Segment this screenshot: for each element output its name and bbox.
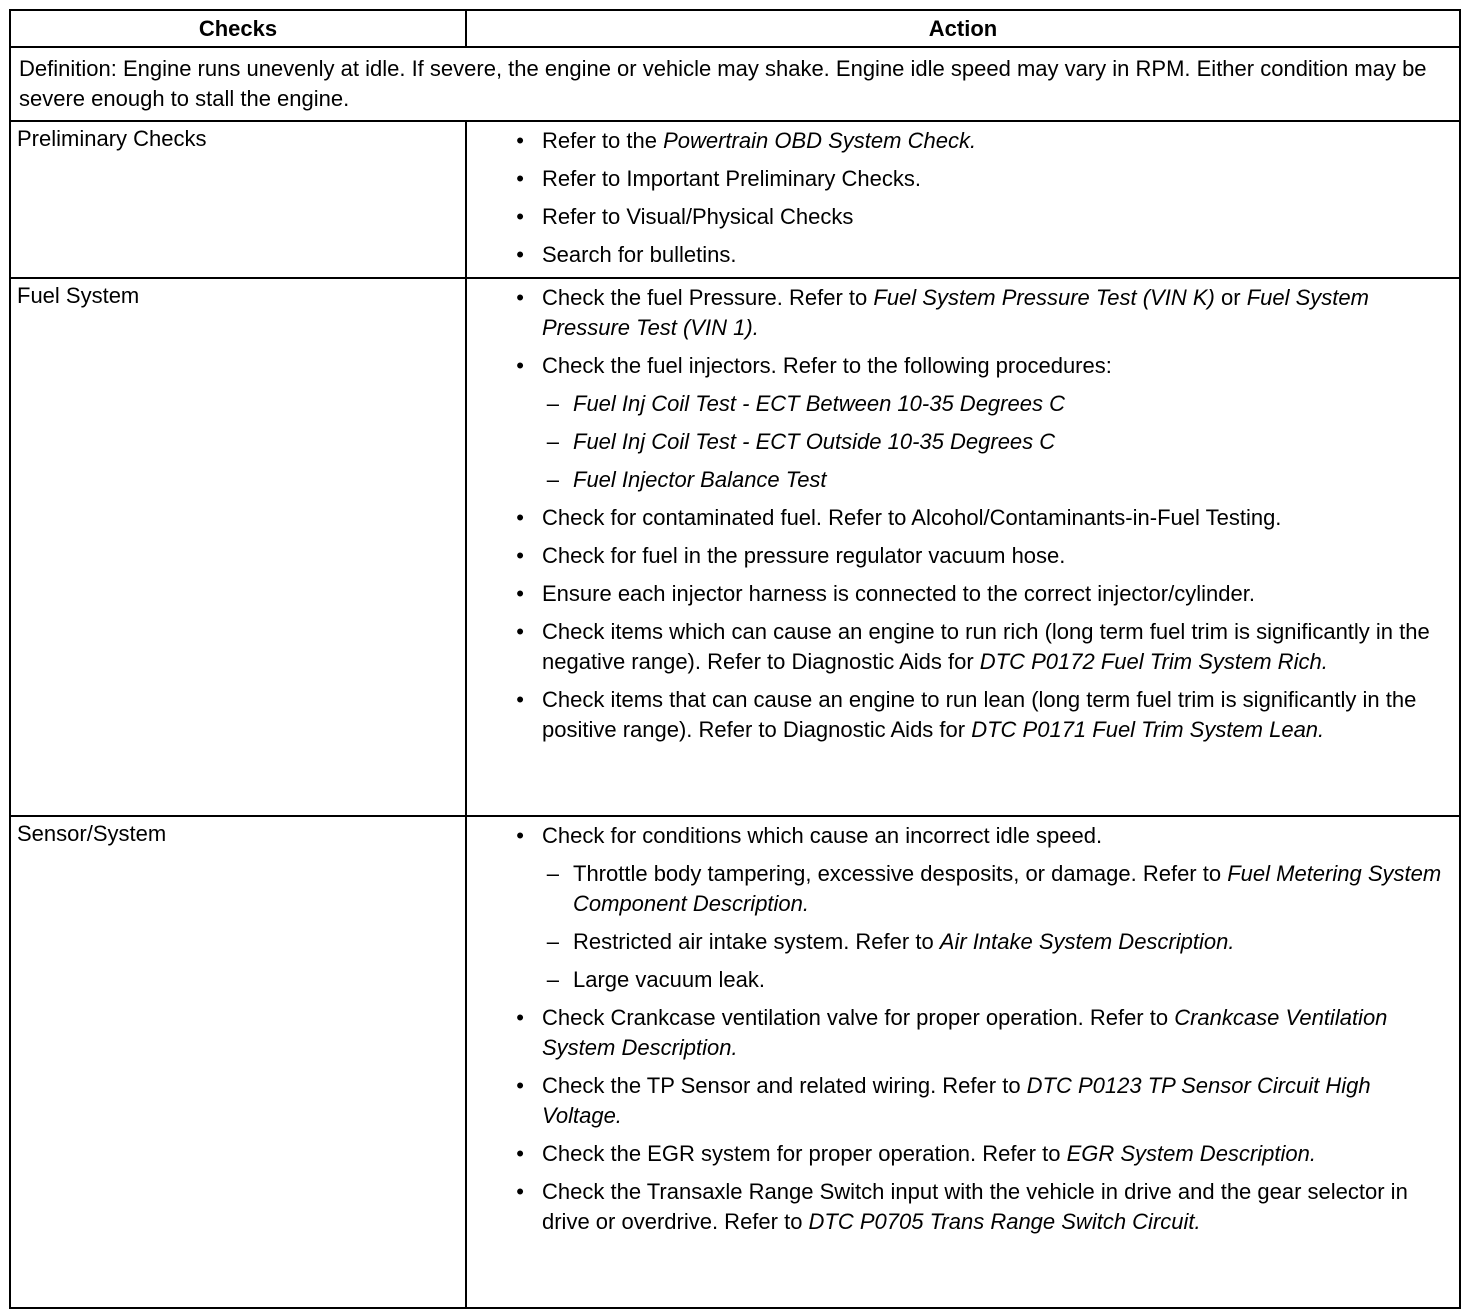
sub-list-item: – Fuel Injector Balance Test xyxy=(467,465,1443,495)
action-cell xyxy=(467,122,1459,277)
sub-list-item: – Throttle body tampering, excessive desposits, or damage. Refer to Fuel Metering System Component Description. xyxy=(546,861,1442,916)
sub-list-item: – Large vacuum leak. xyxy=(546,967,765,992)
table-row xyxy=(11,279,1459,817)
list-item: • Check for conditions which cause an incorrect idle speed. xyxy=(516,823,1103,848)
sub-list-item: – Fuel Inj Coil Test - ECT Outside 10-35 Degrees C xyxy=(467,427,1443,457)
list-item: • Refer to the Powertrain OBD System Check. xyxy=(516,128,977,153)
list-item: • Check for contaminated fuel. Refer to Alcohol/Contaminants-in-Fuel Testing. xyxy=(516,505,1282,530)
list-item: • Check the fuel injectors. Refer to the following procedures: xyxy=(516,353,1112,378)
sub-list-item: – Restricted air intake system. Refer to Air Intake System Description. xyxy=(546,929,1235,954)
definition-row: Definition: Engine runs unevenly at idle. If severe, the engine or vehicle may shake. Engine idle speed may vary in RPM. Either condition may be severe enough to stall the engine. xyxy=(11,48,1459,122)
checks-cell: Sensor/System xyxy=(11,817,467,1307)
action-column-header: Action xyxy=(928,15,998,41)
list-item: • Refer to Important Preliminary Checks. xyxy=(516,166,922,191)
reference-link: DTC P0705 Trans Range Switch Circuit. xyxy=(808,1209,1201,1234)
checks-cell: Fuel System xyxy=(11,279,467,815)
list-item: • Check Crankcase ventilation valve for proper operation. Refer to Crankcase Ventilation System Description. xyxy=(516,1005,1388,1060)
table-header xyxy=(11,11,1459,48)
diagnostic-table xyxy=(9,9,1461,1309)
reference-link: DTC P0171 Fuel Trim System Lean. xyxy=(971,717,1325,742)
checks-cell: Preliminary Checks xyxy=(11,122,467,277)
reference-link: Fuel Inj Coil Test - ECT Outside 10-35 Degrees C xyxy=(573,429,1056,454)
reference-link: DTC P0123 TP Sensor Circuit High Voltage. xyxy=(542,1073,1371,1128)
checks-column-header: Checks xyxy=(11,11,467,46)
list-item: • Check the EGR system for proper operation. Refer to EGR System Description. xyxy=(516,1141,1316,1166)
table-row xyxy=(11,817,1459,1307)
list-item: • Check for fuel in the pressure regulator vacuum hose. xyxy=(516,543,1066,568)
reference-link: DTC P0172 Fuel Trim System Rich. xyxy=(979,649,1328,674)
list-item: • Check the TP Sensor and related wiring. Refer to DTC P0123 TP Sensor Circuit High Voltage. xyxy=(516,1073,1371,1128)
reference-link: Fuel Injector Balance Test xyxy=(573,467,827,492)
reference-link: EGR System Description. xyxy=(1066,1141,1316,1166)
sub-list-item: – Fuel Inj Coil Test - ECT Between 10-35 Degrees C xyxy=(467,389,1443,419)
list-item: • Check the fuel Pressure. Refer to Fuel System Pressure Test (VIN K) or Fuel System Pressure Test (VIN 1). xyxy=(516,285,1369,340)
list-item: • Check the Transaxle Range Switch input with the vehicle in drive and the gear selector in drive or overdrive. Refer to DTC P0705 Trans Range Switch Circuit. xyxy=(516,1179,1408,1234)
reference-link: Powertrain OBD System Check. xyxy=(663,128,977,153)
action-cell xyxy=(467,817,1459,1307)
list-item: • Check items that can cause an engine to run lean (long term fuel trim is significantly in the positive range). Refer to Diagnostic Aids for DTC P0171 Fuel Trim System Lean. xyxy=(516,687,1417,742)
reference-link: Fuel Metering System Component Description. xyxy=(573,861,1442,916)
reference-link: Fuel Inj Coil Test - ECT Between 10-35 Degrees C xyxy=(573,391,1065,416)
reference-link: Crankcase Ventilation System Description. xyxy=(542,1005,1388,1060)
list-item: • Check items which can cause an engine to run rich (long term fuel trim is significantly in the negative range). Refer to Diagnostic Aids for DTC P0172 Fuel Trim System Rich. xyxy=(516,619,1430,674)
reference-link: Air Intake System Description. xyxy=(939,929,1235,954)
reference-link: Fuel System Pressure Test (VIN 1). xyxy=(542,285,1369,340)
action-cell xyxy=(467,279,1459,815)
list-item: • Search for bulletins. xyxy=(516,242,737,267)
list-item: • Ensure each injector harness is connected to the correct injector/cylinder. xyxy=(516,581,1255,606)
list-item: • Refer to Visual/Physical Checks xyxy=(516,204,854,229)
reference-link: Fuel System Pressure Test (VIN K) xyxy=(873,285,1215,310)
table-row xyxy=(11,122,1459,279)
